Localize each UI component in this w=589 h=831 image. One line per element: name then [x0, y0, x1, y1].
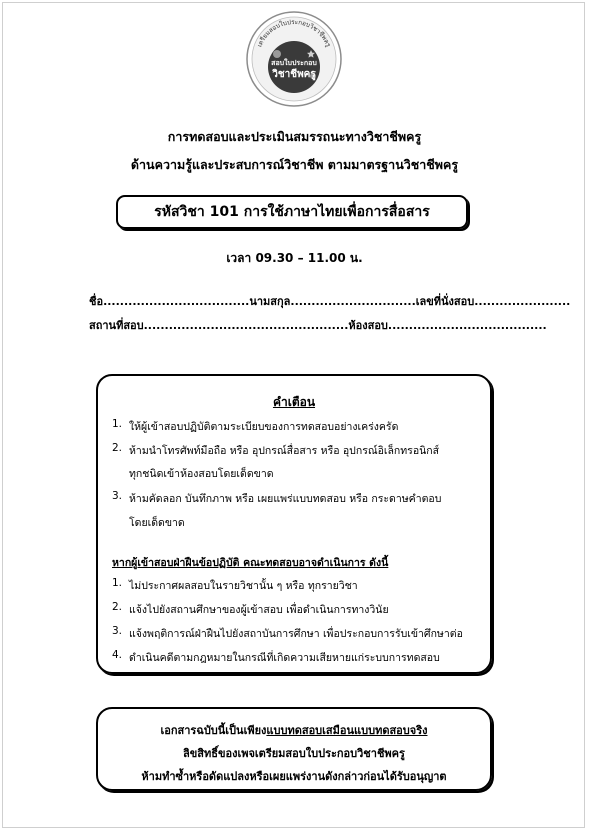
logo-inner-line1: สอบใบประกอบ: [271, 59, 317, 67]
notice-line1-prefix: เอกสารฉบับนี้เป็นเพียง: [160, 724, 267, 737]
subject-label: รหัสวิชา 101 การใช้ภาษาไทยเพื่อการสื่อสาร: [154, 204, 430, 220]
copyright-notice-box: [96, 707, 492, 791]
planet-icon: [273, 50, 281, 58]
notice-line1: [98, 721, 490, 739]
exam-title-line2: ด้านความรู้และประสบการณ์วิชาชีพ ตามมาตรฐานวิชาชีพครู: [130, 157, 459, 172]
notice-line1-underlined: แบบทดสอบเสมือนแบบทดสอบจริง: [266, 724, 428, 737]
penalty-text: ดำเนินคดีตามกฎหมายในกรณีที่เกิดความเสียหายแก่ระบบการทดสอบ: [129, 652, 440, 664]
rule-text: ห้ามคัดลอก บันทึกภาพ หรือ เผยแพร่แบบทดสอบ หรือ กระดาษคำตอบ: [129, 493, 442, 505]
logo-inner-disc: [268, 41, 320, 93]
rule-text: ห้ามนำโทรศัพท์มือถือ หรือ อุปกรณ์สื่อสาร หรือ อุปกรณ์อิเล็กทรอนิกส์: [129, 445, 440, 457]
logo-ring-text: เตรียมสอบใบประกอบวิชาชีพครู: [256, 18, 332, 49]
candidate-info-line2: สถานที่สอบ.................................................ห้องสอบ......................................: [89, 319, 547, 332]
penalty-text: แจ้งพฤติการณ์ฝ่าฝืนไปยังสถาบันการศึกษา เพื่อประกอบการรับเข้าศึกษาต่อ: [129, 628, 463, 640]
exam-time: เวลา 09.30 – 11.00 น.: [226, 251, 363, 265]
exam-logo: [245, 10, 343, 108]
logo-inner-line2: วิชาชีพครู: [272, 69, 316, 80]
penalty-heading: หากผู้เข้าสอบฝ่าฝืนข้อปฏิบัติ คณะทดสอบอาจดำเนินการ ดังนี้: [112, 557, 389, 569]
penalty-number: 3.: [112, 625, 123, 637]
warning-title: คำเตือน: [272, 395, 316, 409]
rule-text: ให้ผู้เข้าสอบปฏิบัติตามระเบียบของการทดสอบอย่างเคร่งครัด: [129, 421, 399, 433]
exam-title-line1: การทดสอบและประเมินสมรรถนะทางวิชาชีพครู: [167, 129, 422, 144]
notice-line2: ลิขสิทธิ์ของเพจเตรียมสอบใบประกอบวิชาชีพครู: [183, 747, 405, 760]
rule-number: 3.: [112, 490, 123, 502]
penalty-number: 4.: [112, 649, 123, 661]
rule-text: โดยเด็ดขาด: [129, 517, 185, 529]
penalty-text: แจ้งไปยังสถานศึกษาของผู้เข้าสอบ เพื่อดำเนินการทางวินัย: [129, 604, 389, 616]
rule-number: 2.: [112, 442, 123, 454]
penalty-number: 2.: [112, 601, 123, 613]
candidate-info-line1: ชื่อ...................................นามสกุล..............................เลขที่นั่งสอบ.......................: [89, 295, 571, 308]
notice-line3: ห้ามทำซ้ำหรือดัดแปลงหรือเผยแพร่งานดังกล่าวก่อนได้รับอนุญาต: [141, 770, 447, 783]
rule-number: 1.: [112, 418, 123, 430]
warning-box: [96, 374, 492, 674]
rule-text: ทุกชนิดเข้าห้องสอบโดยเด็ดขาด: [129, 468, 274, 480]
subject-box: [116, 195, 468, 229]
penalty-number: 1.: [112, 577, 123, 589]
penalty-text: ไม่ประกาศผลสอบในรายวิชานั้น ๆ หรือ ทุกรายวิชา: [129, 580, 358, 592]
